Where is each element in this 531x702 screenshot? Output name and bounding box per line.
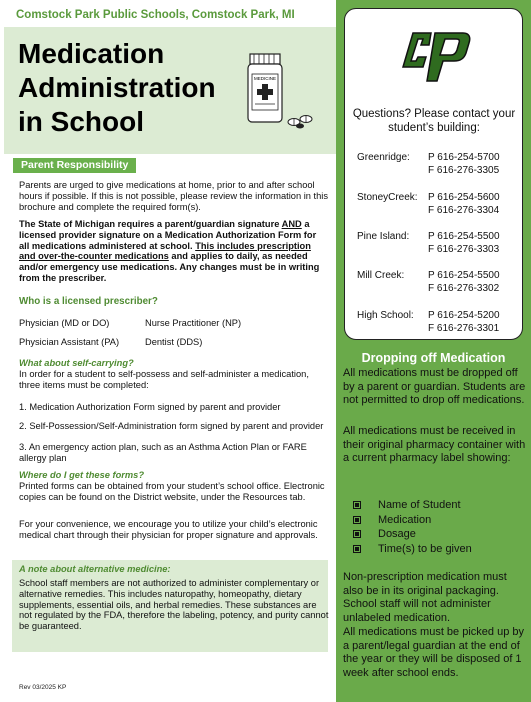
title-line-3: in School [18,106,144,137]
building-name: Greenridge: [357,152,410,163]
building-fax: F 616-276-3305 [428,165,500,176]
title-line-2: Administration [18,72,216,103]
prescriber-row-2 [19,337,319,347]
building-name: Mill Creek: [357,270,405,281]
self-carry-heading: What about self-carrying? [19,358,134,368]
dropping-off-para-2: All medications must be received in their original pharmacy container with a current pharmacy label showing: [343,425,526,465]
prescriber-row-1 [19,318,319,328]
dropping-off-para-1: All medications must be dropped off by a parent or guardian. Students are not permitted to drop off medications. [343,367,526,407]
building-fax: F 616-276-3304 [428,205,500,216]
title-line-1: Medication [18,38,165,69]
convenience-text: For your convenience, we encourage you to utilize your child’s electronic medical chart through their physician for proper signature and approvals. [19,519,318,540]
parent-responsibility-tab: Parent Responsibility [13,158,136,173]
checkbox-icon [353,501,361,509]
title-box [4,27,336,154]
bottle-label: MEDICINE [253,76,277,81]
self-carry-item-1: 1. Medication Authorization Form signed by parent and provider [19,402,281,412]
state-req-text-4: over-the-counter medications [38,251,169,262]
intro-paragraph: Parents are urged to give medications at home, prior to and after school hours if possible. If this is not possible, please review the information in this brochure and complete the required form(s). [19,180,329,212]
state-req-text-5: and applies to daily, as needed and/or emergency use medications. Any changes must be in writing from the prescriber. [19,251,320,283]
checkbox-icon [353,545,361,553]
building-fax: F 616-276-3301 [428,323,500,334]
state-requirement-paragraph [19,219,329,284]
checkbox-icon [353,530,361,538]
building-phone: P 616-254-5500 [428,270,500,281]
district-name: Comstock Park Public Schools, Comstock Park, MI [16,9,295,21]
state-req-text-2: a licensed provider signature on a Medication Authorization Form for all medications administered at school. [19,219,317,251]
building-phone: P 616-254-5700 [428,152,500,163]
building-phone: P 616-254-5600 [428,192,500,203]
building-phone: P 616-254-5500 [428,231,500,242]
prescriber-pa: Physician Assistant (PA) [19,337,120,347]
revision-note: Rev 03/2025 KP [19,684,67,691]
forms-text: Printed forms can be obtained from your student’s school office. Electronic copies can be found on the District website, under the Resources tab. [19,481,325,502]
dropping-off-para-4: All medications must be picked up by a parent/legal guardian at the end of the year or they will be disposed of 1 week after school ends. [343,626,524,679]
building-name: High School: [357,310,414,321]
checkbox-icon [353,516,361,524]
alt-medicine-heading: A note about alternative medicine: [19,564,171,574]
cp-logo-icon [401,27,471,85]
forms-heading: Where do I get these forms? [19,470,145,480]
self-carry-item-3: 3. An emergency action plan, such as an Asthma Action Plan or FARE allergy plan [19,442,307,463]
self-carry-intro: In order for a student to self-possess and self-administer a medication, three items must be completed: [19,369,309,390]
prescriber-physician: Physician (MD or DO) [19,318,110,328]
state-req-text-3: This includes prescription and [19,240,311,262]
prescriber-dentist: Dentist (DDS) [145,337,203,347]
dropping-off-title: Dropping off Medication [361,351,506,365]
self-carry-item-2: 2. Self-Possession/Self-Administration form signed by parent and provider [19,421,324,431]
building-fax: F 616-276-3303 [428,244,500,255]
building-name: Pine Island: [357,231,410,242]
page-title [18,37,248,139]
alt-medicine-text: School staff members are not authorized to administer complementary or alternative remedies. This includes naturopathy, homeopathy, dietary supplements, essential oils, and herbal remedies. These substances are not regulated by the FDA, therefore the labeling, potency, and purity cannot be guaranteed. [19,578,329,632]
building-name: StoneyCreek: [357,192,418,203]
building-phone: P 616-254-5200 [428,310,500,321]
contact-question: Questions? Please contact your student’s building: [352,108,516,134]
dropping-off-para-3: Non-prescription medication must also be in its original packaging. School staff will not administer unlabeled medication. [343,571,507,624]
state-req-text-1: The State of Michigan requires a parent/guardian signature [19,219,282,229]
medicine-bottle-icon [246,52,316,134]
prescriber-np: Nurse Practitioner (NP) [145,318,242,328]
building-fax: F 616-276-3302 [428,283,500,294]
state-req-and: AND [281,219,302,229]
prescriber-heading: Who is a licensed prescriber? [19,296,158,307]
header-band [0,0,336,27]
